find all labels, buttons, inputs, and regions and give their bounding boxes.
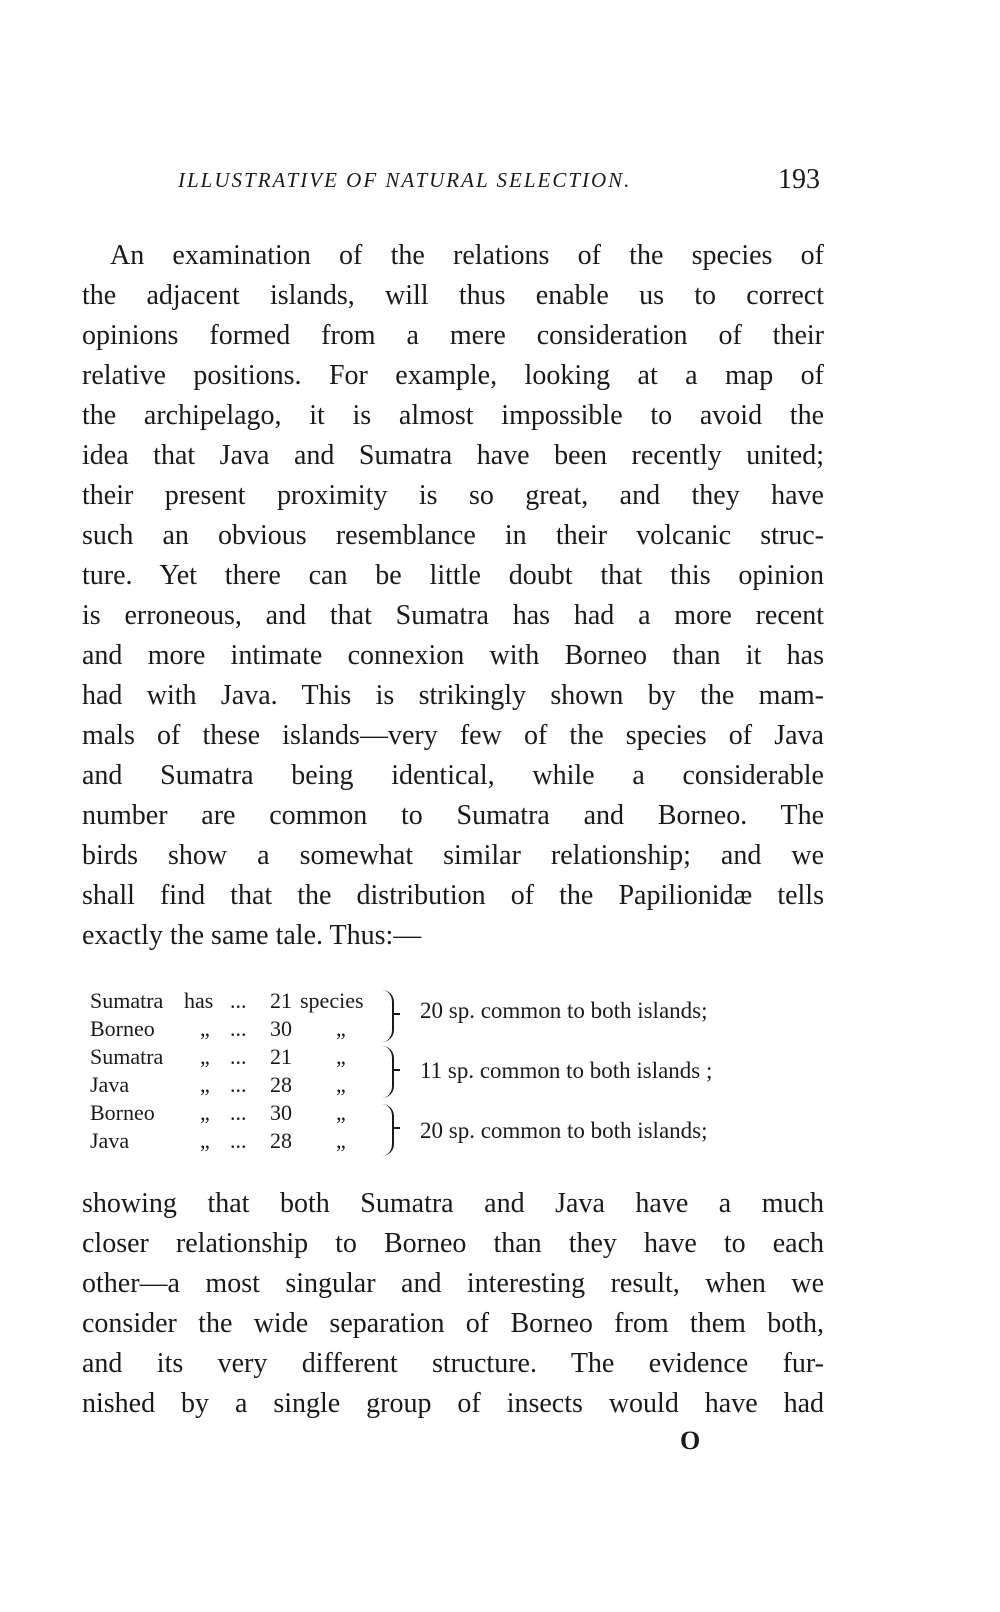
text-line: showing that both Sumatra and Java have a much [82,1188,824,1219]
species-count: 21 [270,988,292,1013]
ditto-mark: „ [200,1072,210,1097]
text-line: shall find that the distribution of the Papilionidæ tells [82,880,824,911]
ditto-mark: „ [200,1016,210,1041]
island-name: Java [90,1072,130,1097]
text-line: their present proximity is so great, and they have [82,480,824,511]
text-line: is erroneous, and that Sumatra has had a more recent [82,600,824,631]
island-name: Borneo [90,1016,155,1041]
paragraph-top [82,236,824,956]
species-count: 28 [270,1128,292,1153]
brace [382,1104,394,1156]
text-line: had with Java. This is strikingly shown by the mam- [82,680,824,711]
signature-mark: O [680,1426,701,1455]
text-line: An examination of the relations of the species of [110,240,824,271]
leader-dots: ... [230,1016,247,1041]
text-line: mals of these islands—very few of the species of Java [82,720,824,751]
text-line: such an obvious resemblance in their volcanic struc- [82,520,824,551]
ditto-mark: „ [200,1128,210,1153]
species-count: 30 [270,1100,292,1125]
species-count: 30 [270,1016,292,1041]
island-name: Sumatra [90,988,164,1013]
species-count: 21 [270,1044,292,1069]
summary-text: 20 sp. common to both islands; [420,998,708,1023]
running-head: ILLUSTRATIVE OF NATURAL SELECTION. [178,168,632,192]
text-line: number are common to Sumatra and Borneo. The [82,800,824,831]
ditto-mark: „ [336,1044,346,1069]
text-line: closer relationship to Borneo than they have to each [82,1228,824,1259]
leader-dots: ... [230,1044,247,1069]
island-name: Sumatra [90,1044,164,1069]
leader-dots: ... [230,988,247,1013]
summary-text: 20 sp. common to both islands; [420,1118,708,1143]
text-line: and more intimate connexion with Borneo than it has [82,640,824,671]
text-line: nished by a single group of insects would have had [82,1388,824,1419]
island-name: Java [90,1128,130,1153]
text-line: opinions formed from a mere consideration of their [82,320,824,351]
page-number: 193 [778,164,820,195]
leader-dots: ... [230,1072,247,1097]
island-name: Borneo [90,1100,155,1125]
ditto-mark: „ [200,1100,210,1125]
text-line: relative positions. For example, looking at a map of [82,360,824,391]
brace [382,1046,394,1098]
text-line: consider the wide separation of Borneo from them both, [82,1308,824,1339]
ditto-mark: „ [336,1016,346,1041]
ditto-mark: „ [200,1044,210,1069]
ditto-mark: „ [336,1072,346,1097]
text-line: ture. Yet there can be little doubt that this opinion [82,560,824,591]
leader-dots: ... [230,1100,247,1125]
paragraph-bottom [82,1184,824,1424]
text-line: birds show a somewhat similar relationship; and we [82,840,824,871]
ditto-mark: has [184,988,214,1013]
brace [382,990,394,1042]
ditto-mark: „ [336,1128,346,1153]
text-line: the adjacent islands, will thus enable us to correct [82,280,824,311]
summary-text: 11 sp. common to both islands ; [420,1058,713,1083]
text-line: exactly the same tale. Thus:— [82,920,422,951]
text-line: idea that Java and Sumatra have been recently united; [82,440,824,471]
leader-dots: ... [230,1128,247,1153]
species-count: 28 [270,1072,292,1097]
text-line: the archipelago, it is almost impossible to avoid the [82,400,824,431]
text-line: other—a most singular and interesting result, when we [82,1268,824,1299]
text-line: and its very different structure. The evidence fur- [82,1348,824,1379]
text-line: and Sumatra being identical, while a considerable [82,760,824,791]
ditto-mark: „ [336,1100,346,1125]
unit-label: species [300,988,364,1013]
